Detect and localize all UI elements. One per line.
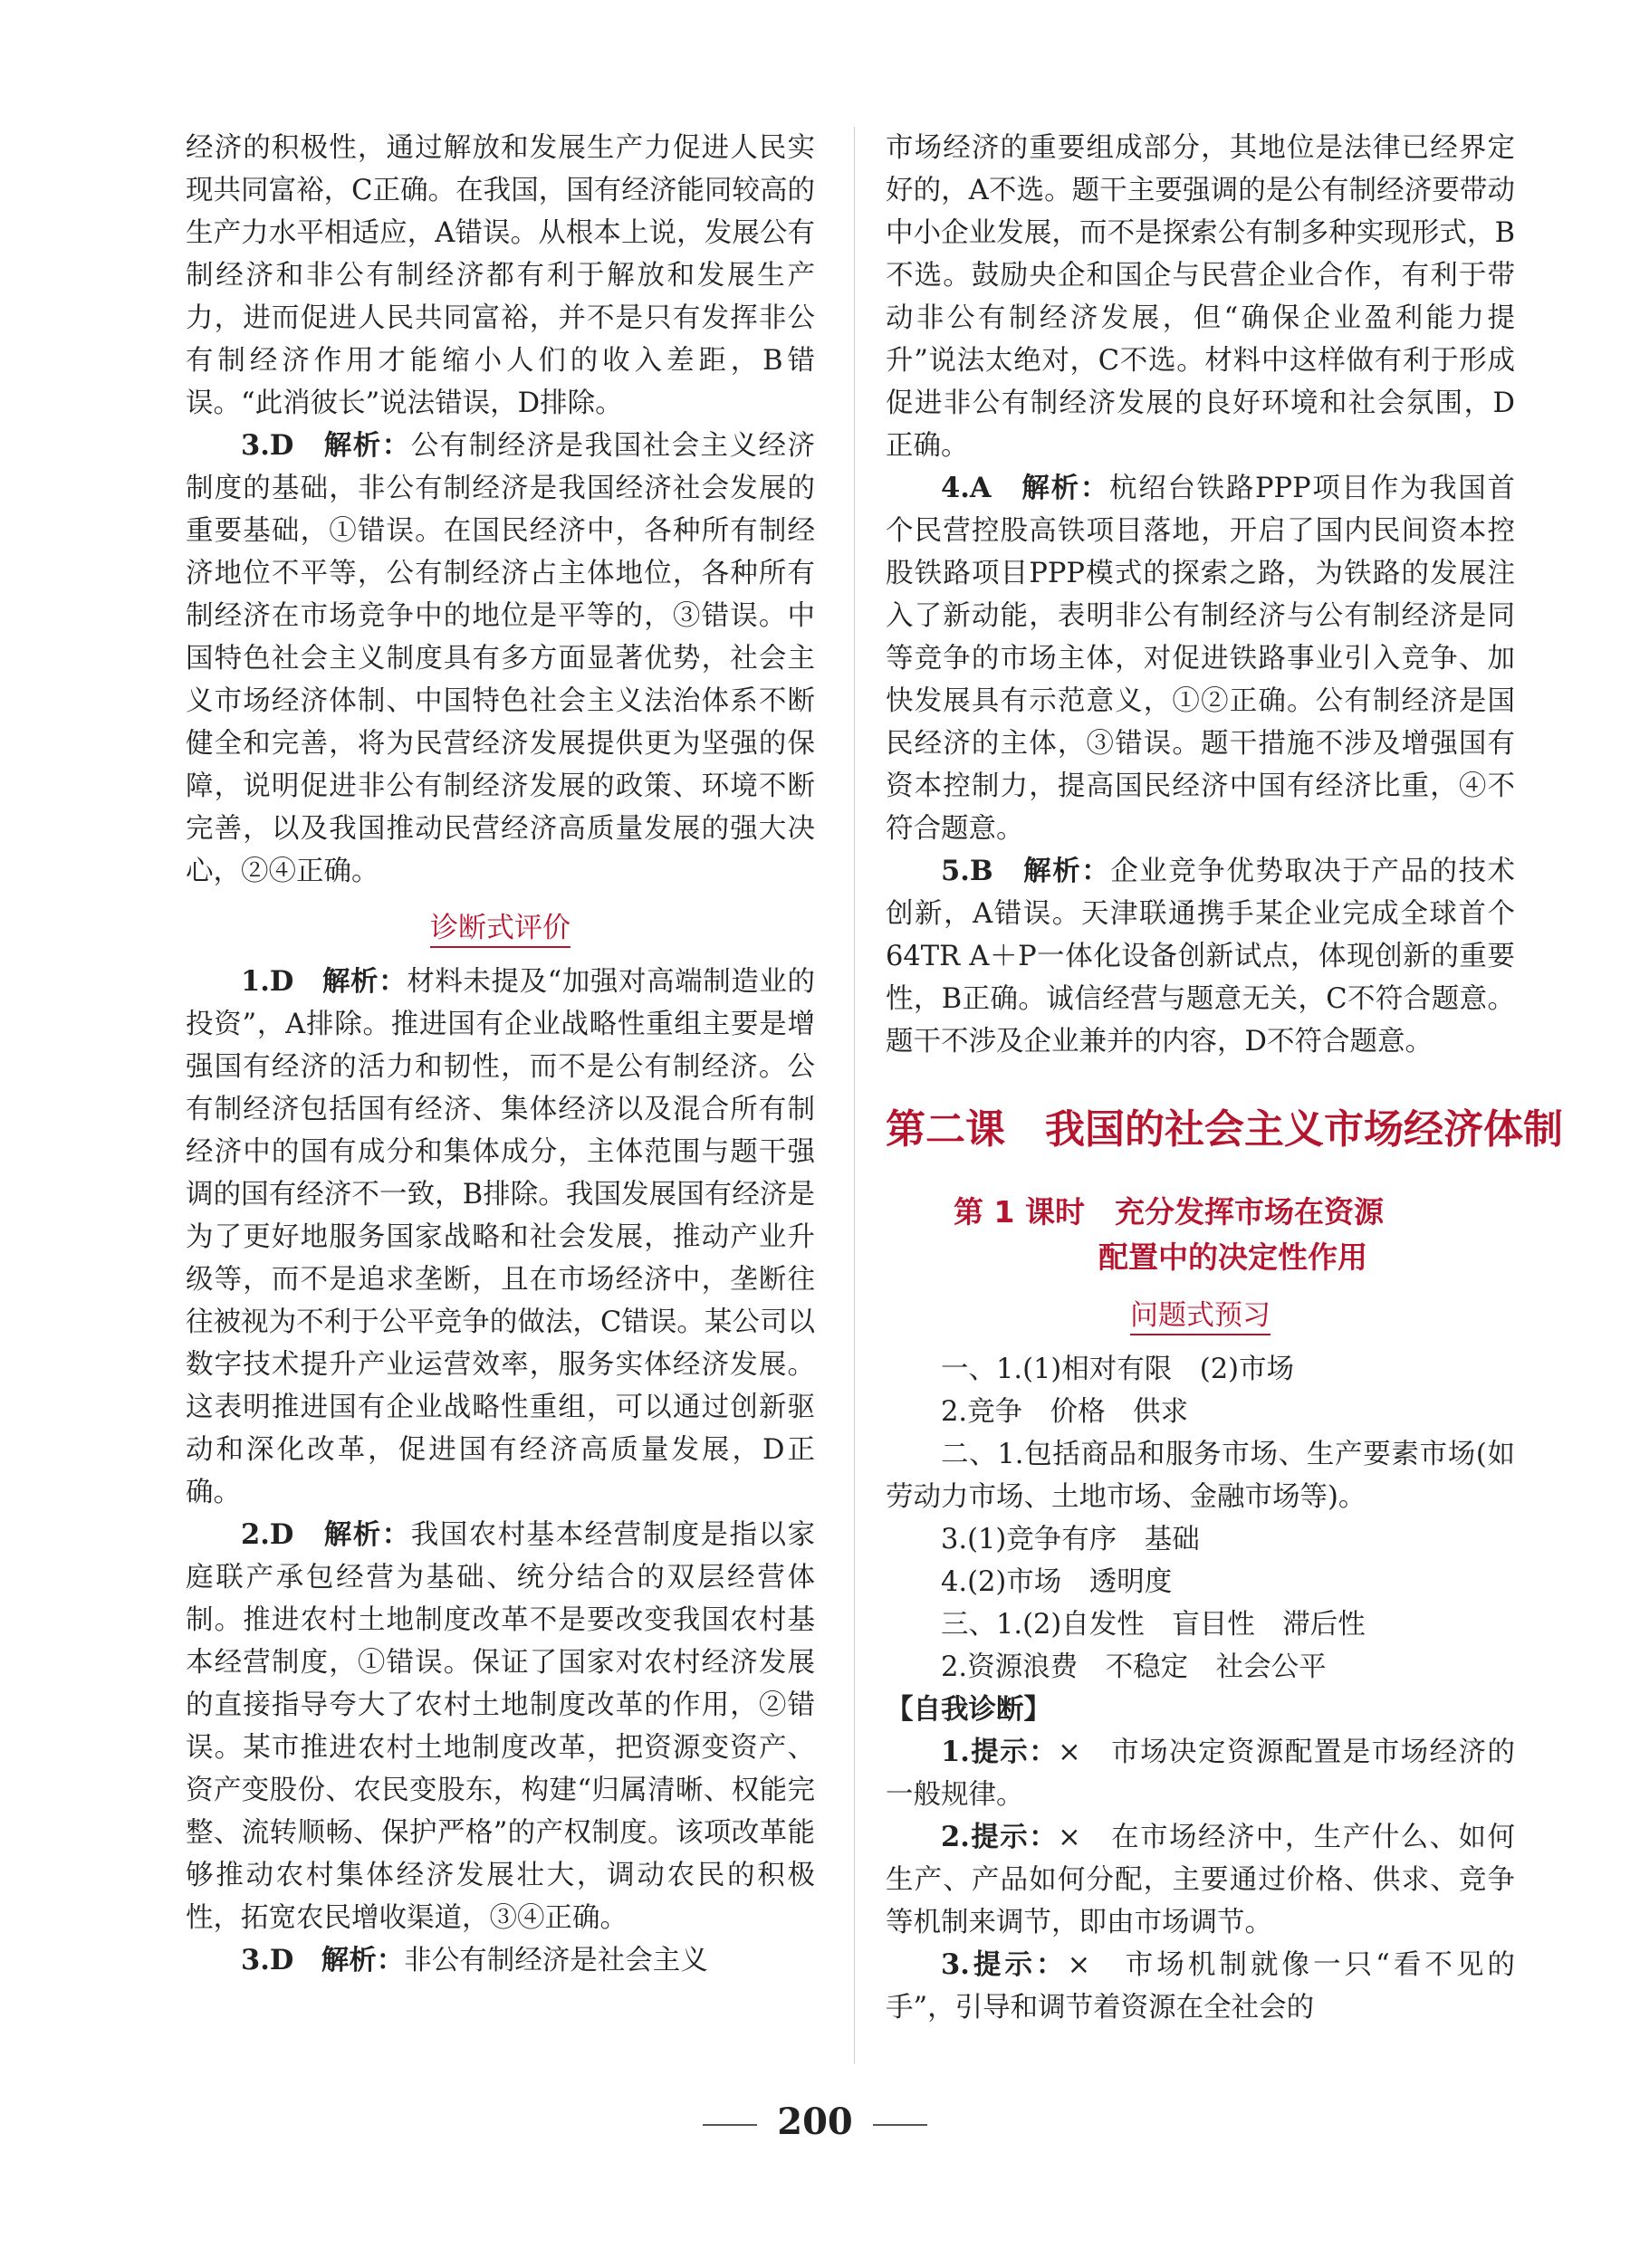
- period-title-line-2: 配置中的决定性作用: [1098, 1239, 1367, 1275]
- diag-answer-3: [186, 1939, 815, 1982]
- tip-mark: ×: [1067, 1949, 1091, 1981]
- answer-number: 4.A: [941, 472, 992, 504]
- preview-line-3: 二、1.包括商品和服务市场、生产要素市场(如劳动力市场、土地市场、金融市场等)。: [886, 1439, 1515, 1513]
- diag-answer-2: [186, 1514, 815, 1939]
- analysis-text: 我国农村基本经营制度是指以家庭联产承包经营为基础、统分结合的双层经营体制。推进农村土地制度改革不是要改变我国农村基本经营制度，①错误。保证了国家对农村经济发展的直接指导夸大了农村土地制度改革的作用，②错误。某市推进农村土地制度改革，把资源变资产、资产变股份、农民变股东，构建“归属清晰、权能完整、流转顺畅、保护严格”的产权制度。该项改革能够推动农村集体经济发展壮大，调动农民的积极性，拓宽农民增收渠道，③④正确。: [186, 1519, 816, 1934]
- right-paragraph-1: 市场经济的重要组成部分，其地位是法律已经界定好的，A不选。题干主要强调的是公有制经济要带动中小企业发展，而不是探索公有制多种实现形式，B不选。鼓励央企和国企与民营企业合作，有利于带动非公有制经济发展，但“确保企业盈利能力提升”说法太绝对，C不选。材料中这样做有利于形成促进非公有制经济发展的良好环境和社会氛围，D正确。: [886, 132, 1515, 462]
- answer-number: 3.D: [241, 429, 294, 462]
- diag-answer-5: [886, 850, 1515, 1063]
- page-footer: [0, 2101, 1630, 2143]
- preview-line-2: 2.竞争 价格 供求: [941, 1396, 1189, 1428]
- period-title-line-1: 第 1 课时 充分发挥市场在资源: [954, 1194, 1384, 1230]
- analysis-label: 解析：: [321, 1944, 405, 1976]
- analysis-label: 解析：: [1021, 472, 1110, 504]
- analysis-label: 解析：: [321, 965, 408, 998]
- analysis-label: 解析：: [323, 1518, 411, 1551]
- preview-line-4: 3.(1)竞争有序 基础: [941, 1524, 1200, 1555]
- tip-1: [886, 1731, 1515, 1816]
- preview-line-7: 2.资源浪费 不稳定 社会公平: [941, 1651, 1327, 1683]
- tip-label: 2.提示：: [941, 1821, 1059, 1853]
- tip-mark: ×: [1058, 1737, 1081, 1768]
- analysis-label: 解析：: [1023, 855, 1111, 887]
- tip-2: [886, 1816, 1515, 1944]
- tip-text: 市场决定资源配置是市场经济的一般规律。: [886, 1737, 1516, 1811]
- self-diagnosis-heading: 【自我诊断】: [886, 1693, 1051, 1726]
- tip-mark: ×: [1058, 1822, 1081, 1853]
- analysis-text: 公有制经济是我国社会主义经济制度的基础，非公有制经济是我国经济社会发展的重要基础，①错误。在国民经济中，各种所有制经济地位不平等，公有制经济占主体地位，各种所有制经济在市场竞争中的地位是平等的，③错误。中国特色社会主义制度具有多方面显著优势，社会主义市场经济体制、中国特色社会主义法治体系不断健全和完善，将为民营经济发展提供更为坚强的保障，说明促进非公有制经济发展的政策、环境不断完善，以及我国推动民营经济高质量发展的强大决心，②④正确。: [186, 430, 816, 887]
- section-heading-preview: 问题式预习: [886, 1295, 1515, 1337]
- answer-number: 5.B: [941, 855, 993, 887]
- preview-line-6: 三、1.(2)自发性 盲目性 滞后性: [941, 1609, 1366, 1641]
- left-column: [186, 127, 815, 1982]
- diag-answer-4: [886, 467, 1515, 850]
- answer-number: 2.D: [241, 1518, 294, 1551]
- answer-number: 1.D: [241, 965, 294, 998]
- answer-3-explanation: [186, 425, 815, 893]
- analysis-text: 非公有制经济是社会主义: [404, 1945, 708, 1976]
- answer-number: 3.D: [241, 1944, 294, 1976]
- tip-text: 市场机制就像一只“看不见的手”，引导和调节着资源在全社会的: [886, 1949, 1515, 2024]
- analysis-text: 材料未提及“加强对高端制造业的投资”，A排除。推进国有企业战略性重组主要是增强国有经济的活力和韧性，而不是公有制经济。公有制经济包括国有经济、集体经济以及混合所有制经济中的国有成分和集体成分，主体范围与题干强调的国有经济不一致，B排除。我国发展国有经济是为了更好地服务国家战略和社会发展，推动产业升级等，而不是追求垄断，且在市场经济中，垄断往往被视为不利于公平竞争的做法，C错误。某公司以数字技术提升产业运营效率，服务实体经济发展。这表明推进国有企业战略性重组，可以通过创新驱动和深化改革，促进国有经济高质量发展，D正确。: [186, 966, 816, 1508]
- page-number: 200: [777, 2101, 853, 2143]
- tip-label: 1.提示：: [941, 1736, 1059, 1768]
- analysis-label: 解析：: [323, 429, 411, 462]
- analysis-text: 杭绍台铁路PPP项目作为我国首个民营控股高铁项目落地，开启了国内民间资本控股铁路项目PPP模式的探索之路，为铁路的发展注入了新动能，表明非公有制经济与公有制经济是同等竞争的市场主体，对促进铁路事业引入竞争、加快发展具有示范意义，①②正确。公有制经济是国民经济的主体，③错误。题干措施不涉及增强国有资本控制力，提高国民经济中国有经济比重，④不符合题意。: [886, 473, 1516, 845]
- left-paragraph-1: 经济的积极性，通过解放和发展生产力促进人民实现共同富裕，C正确。在我国，国有经济能同较高的生产力水平相适应，A错误。从根本上说，发展公有制经济和非公有制经济都有利于解放和发展生产力，进而促进人民共同富裕，并不是只有发挥非公有制经济作用才能缩小人们的收入差距，B错误。“此消彼长”说法错误，D排除。: [186, 132, 815, 419]
- analysis-text: 企业竞争优势取决于产品的技术创新，A错误。天津联通携手某企业完成全球首个64TR A＋P一体化设备创新试点，体现创新的重要性，B正确。诚信经营与题意无关，C不符合题意。题干不涉及企业兼并的内容，D不符合题意。: [886, 856, 1516, 1057]
- right-column: [886, 127, 1563, 2029]
- footer-dash-right: [873, 2124, 927, 2126]
- lesson-title: 第二课 我国的社会主义市场经济体制: [886, 1106, 1563, 1153]
- tip-3: [886, 1944, 1515, 2029]
- column-divider: [854, 127, 855, 2064]
- tip-label: 3.提示：: [941, 1948, 1068, 1981]
- period-title: [886, 1190, 1515, 1280]
- diag-answer-1: [186, 961, 815, 1514]
- footer-dash-left: [703, 2124, 757, 2126]
- preview-line-5: 4.(2)市场 透明度: [941, 1566, 1173, 1598]
- section-heading-diagnostic: 诊断式评价: [186, 907, 815, 950]
- preview-line-1: 一、1.(1)相对有限 (2)市场: [941, 1354, 1295, 1385]
- tip-text: 在市场经济中，生产什么、如何生产、产品如何分配，主要通过价格、供求、竞争等机制来调节，即由市场调节。: [886, 1822, 1516, 1938]
